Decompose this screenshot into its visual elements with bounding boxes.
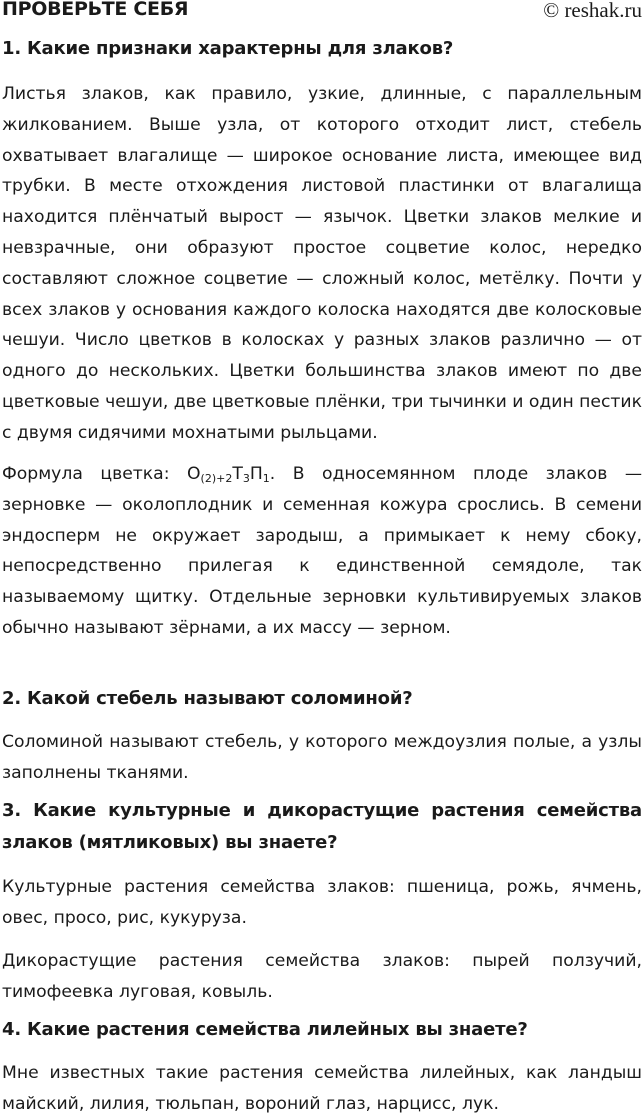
answer-1-paragraph-2 xyxy=(2,459,642,644)
paragraph: Листья злаков, как правило, узкие, длинные, с параллельным жилкованием. Выше узла, от которого отходит лист, стебель охватывает влагалище — широкое основание листа, имеющее вид трубки. В месте отхождения листовой пластинки от влагалища находится плёнчатый вырост — язычок. Цветки злаков мелкие и невзрачные, они образуют простое соцветие колос, нередко составляют сложное соцветие — сложный колос, метёлку. Почти у всех злаков у основания каждого колоска находятся две колосковые чешуи. Число цветков в колосках у разных злаков различно — от одного до нескольких. Цветки большинства злаков имеют по две цветковые чешуи, две цветковые плёнки, три тычинки и один пестик с двумя сидячими мохнатыми рыльцами. xyxy=(2,84,642,443)
question-3 xyxy=(2,795,642,859)
question-1 xyxy=(2,33,642,65)
formula-sub: (2)+2 xyxy=(200,472,233,485)
answer-2 xyxy=(2,727,642,789)
formula-text: Т xyxy=(232,464,243,484)
paragraph-text: . В односемянном плоде злаков — зерновке — околоплодник и семенная кожура срослись. В семени эндосперм не окружает зародыш, а примыкает к нему сбоку, непосредственно прилегая к единственной семядоле, так называемому щитку. Отдельные зерновки культивируемых злаков обычно называют зёрнами, а их массу — зерном. xyxy=(2,464,643,638)
paragraph xyxy=(2,459,642,644)
question-4 xyxy=(2,1014,642,1046)
section-title: ПРОВЕРЬТЕ СЕБЯ xyxy=(2,0,189,20)
answer-1-paragraph-1 xyxy=(2,79,642,449)
answer-3-cultivated xyxy=(2,872,642,934)
paragraph: Соломиной называют стебель, у которого междоузлия полые, а узлы заполнены тканями. xyxy=(2,732,642,783)
question-heading: 4. Какие растения семейства лилейных вы знаете? xyxy=(2,1019,528,1040)
paragraph: Культурные растения семейства злаков: пшеница, рожь, ячмень, овес, просо, рис, кукуруза. xyxy=(2,877,642,928)
question-2 xyxy=(2,683,642,715)
question-heading: 2. Какой стебель называют соломиной? xyxy=(2,688,413,709)
answer-4 xyxy=(2,1058,642,1120)
watermark: © reshak.ru xyxy=(543,0,642,22)
answer-3-wild xyxy=(2,946,642,1008)
page-header xyxy=(0,0,644,24)
formula-text: П xyxy=(249,464,263,484)
paragraph: Дикорастущие растения семейства злаков: пырей ползучий, тимофеевка луговая, ковыль. xyxy=(2,951,642,1002)
formula-sub: 3 xyxy=(242,472,250,485)
question-heading: 3. Какие культурные и дикорастущие растения семейства злаков (мятликовых) вы знаете? xyxy=(2,800,642,853)
question-heading: 1. Какие признаки характерны для злаков? xyxy=(2,38,454,59)
paragraph: Мне известных такие растения семейства лилейных, как ландыш майский, лилия, тюльпан, вороний глаз, нарцисс, лук. xyxy=(2,1063,642,1114)
formula-sub: 1 xyxy=(262,472,270,485)
formula-text: Формула цветка: О xyxy=(2,464,201,484)
